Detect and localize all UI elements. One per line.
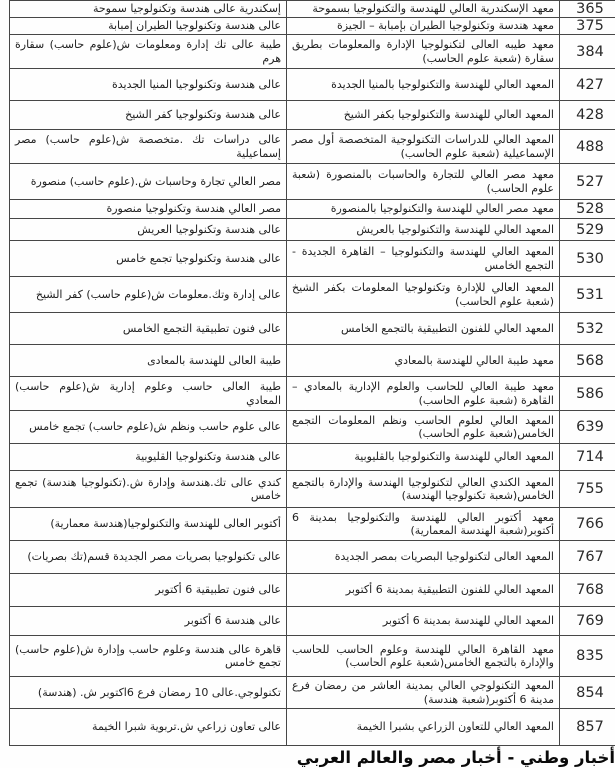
institute-short-name-cell: عالى دراسات تك .متخصصة ش(علوم حاسب) مصر إسماعيلية [10,130,287,164]
institute-name-cell: معهد طيبة العالي للحاسب والعلوم الإدارية بالمعادي – القاهرة (شعبة علوم الحاسب) [287,377,560,411]
institute-short-name-cell: أكتوبر العالى للهندسة والتكنولوجيا(هندسة معمارية) [10,508,287,541]
institute-name-cell: المعهد العالي للتعاون الزراعي بشبرا الخيمة [287,709,560,746]
institute-name-cell: المعهد العالي للفنون التطبيقية بمدينة 6 أكتوبر [287,574,560,607]
institute-code-cell: 384 [560,35,615,69]
institute-short-name-cell: قاهرة عالى هندسة وعلوم حاسب وإدارة ش(علوم حاسب) تجمع خامس [10,636,287,677]
institute-name-cell: معهد مصر العالي للهندسة والتكنولوجيا بالمنصورة [287,200,560,219]
table-row [10,200,615,219]
table-row [10,69,615,101]
institute-name-cell: المعهد العالي للهندسة والتكنولوجيا بالعريش [287,219,560,241]
institute-short-name-cell: عالى هندسة وتكنولوجيا كفر الشيخ [10,101,287,130]
institute-code-cell: 857 [560,709,615,746]
institute-short-name-cell: عالى علوم حاسب ونظم ش(علوم حاسب) تجمع خامس [10,411,287,444]
institute-short-name-cell: طيبة العالى حاسب وعلوم إدارية ش(علوم حاسب) المعادي [10,377,287,411]
institute-name-cell: معهد القاهرة العالي للهندسة وعلوم الحاسب للحاسب والإدارة بالتجمع الخامس(شعبة علوم الحاسب) [287,636,560,677]
institute-code-cell: 835 [560,636,615,677]
table-row [10,18,615,35]
institute-short-name-cell: مصر العالي تجارة وحاسبات ش.(علوم حاسب) منصورة [10,164,287,200]
table-row [10,313,615,345]
institute-name-cell: المعهد العالي للفنون التطبيقية بالتجمع الخامس [287,313,560,345]
table-body [10,1,615,746]
institute-short-name-cell: عالى تعاون زراعي ش.تربوية شبرا الخيمة [10,709,287,746]
institute-code-cell: 568 [560,345,615,377]
institute-code-cell: 854 [560,677,615,709]
table-row [10,471,615,508]
institute-code-cell: 530 [560,241,615,277]
table-row [10,277,615,313]
table-row [10,444,615,471]
institute-name-cell: المعهد العالي لعلوم الحاسب ونظم المعلومات التجمع الخامس(شعبة علوم الحاسب) [287,411,560,444]
institute-short-name-cell: عالى هندسة وتكنولوجيا العريش [10,219,287,241]
institute-short-name-cell: عالى هندسة وتكنولوجيا المنيا الجديدة [10,69,287,101]
institute-short-name-cell: تكنولوجي.عالى 10 رمضان فرع 6اكتوبر ش. (هندسة) [10,677,287,709]
institute-short-name-cell: طيبة العالى للهندسة بالمعادى [10,345,287,377]
institute-code-cell: 768 [560,574,615,607]
institute-short-name-cell: عالى هندسة وتكنولوجيا الطيران إمبابة [10,18,287,35]
institute-name-cell: معهد طيبه العالى لتكنولوجيا الإدارة والمعلومات بطريق سقارة (شعبة علوم الحاسب) [287,35,560,69]
institute-short-name-cell: طيبة عالى تك إدارة ومعلومات ش(علوم حاسب) سقارة هرم [10,35,287,69]
institute-code-cell: 527 [560,164,615,200]
table-row [10,508,615,541]
institute-code-cell: 531 [560,277,615,313]
institute-code-cell: 529 [560,219,615,241]
table-row [10,130,615,164]
institute-short-name-cell: عالى تكنولوجيا بصريات مصر الجديدة قسم(تك بصريات) [10,541,287,574]
institute-name-cell: معهد هندسة وتكنولوجيا الطيران بإمبابة – الجيزة [287,18,560,35]
institute-code-cell: 586 [560,377,615,411]
institute-name-cell: المعهد الكندي العالي لتكنولوجيا الهندسة والإدارة بالتجمع الخامس(شعبة تكنولوجيا الهندسة) [287,471,560,508]
institute-short-name-cell: عالى فنون تطبيقية 6 أكتوبر [10,574,287,607]
institute-code-cell: 365 [560,1,615,18]
institute-name-cell: المعهد التكنولوجي العالي بمدينة العاشر من رمضان فرع مدينة 6 أكتوبر(شعبة هندسة) [287,677,560,709]
institute-code-cell: 532 [560,313,615,345]
institute-short-name-cell: عالى فنون تطبيقية التجمع الخامس [10,313,287,345]
institutes-table [9,0,615,746]
table-row [10,219,615,241]
institute-name-cell: المعهد العالي للهندسة والتكنولوجيا بكفر الشيخ [287,101,560,130]
institute-code-cell: 714 [560,444,615,471]
institute-code-cell: 488 [560,130,615,164]
institute-code-cell: 767 [560,541,615,574]
table-row [10,164,615,200]
watermark: أخبار وطني - أخبار مصر والعالم العربي [296,748,615,767]
institute-name-cell: المعهد العالي للإدارة وتكنولوجيا المعلومات بكفر الشيخ (شعبة علوم الحاسب) [287,277,560,313]
table-row [10,709,615,746]
institute-code-cell: 375 [560,18,615,35]
institute-name-cell: معهد مصر العالي للتجارة والحاسبات بالمنصورة (شعبة علوم الحاسب) [287,164,560,200]
table-row [10,677,615,709]
institute-code-cell: 769 [560,607,615,636]
table-row [10,241,615,277]
institute-short-name-cell: كندي عالى تك.هندسة وإدارة ش.(تكنولوجيا هندسة) تجمع خامس [10,471,287,508]
institute-code-cell: 428 [560,101,615,130]
institute-code-cell: 755 [560,471,615,508]
institute-name-cell: المعهد العالي للهندسة بمدينة 6 أكتوبر [287,607,560,636]
institute-short-name-cell: عالى هندسة 6 أكتوبر [10,607,287,636]
institute-name-cell: معهد الإسكندرية العالي للهندسة والتكنولوجيا بسموحة [287,1,560,18]
table-row [10,636,615,677]
institute-name-cell: المعهد العالي للهندسة والتكنولوجيا بالمنيا الجديدة [287,69,560,101]
table-row [10,574,615,607]
institute-name-cell: المعهد العالي للهندسة والتكنولوجيا – القاهرة الجديدة - التجمع الخامس [287,241,560,277]
institute-code-cell: 639 [560,411,615,444]
table-row [10,411,615,444]
institute-name-cell: المعهد العالي للهندسة والتكنولوجيا بالقليوبية [287,444,560,471]
institute-short-name-cell: مصر العالي هندسة وتكنولوجيا منصورة [10,200,287,219]
institute-code-cell: 528 [560,200,615,219]
institute-short-name-cell: عالى هندسة وتكنولوجيا القليوبية [10,444,287,471]
table-row [10,35,615,69]
institute-name-cell: معهد طيبة العالي للهندسة بالمعادي [287,345,560,377]
table-row [10,345,615,377]
institute-code-cell: 427 [560,69,615,101]
institute-name-cell: المعهد العالي للدراسات التكنولوجية المتخصصة أول مصر الإسماعيلية (شعبة علوم الحاسب) [287,130,560,164]
institute-name-cell: المعهد العالى لتكنولوجيا البصريات بمصر الجديدة [287,541,560,574]
table-row [10,101,615,130]
table-row [10,377,615,411]
table-row [10,1,615,18]
institute-code-cell: 766 [560,508,615,541]
table-row [10,607,615,636]
institute-short-name-cell: عالى هندسة وتكنولوجيا تجمع خامس [10,241,287,277]
institute-short-name-cell: عالى إدارة وتك.معلومات ش(علوم حاسب) كفر الشيخ [10,277,287,313]
table-row [10,541,615,574]
institute-short-name-cell: إسكندرية عالى هندسة وتكنولوجيا سموحة [10,1,287,18]
institute-name-cell: معهد أكتوبر العالي للهندسة والتكنولوجيا بمدينة 6 أكتوبر(شعبة الهندسة المعمارية) [287,508,560,541]
